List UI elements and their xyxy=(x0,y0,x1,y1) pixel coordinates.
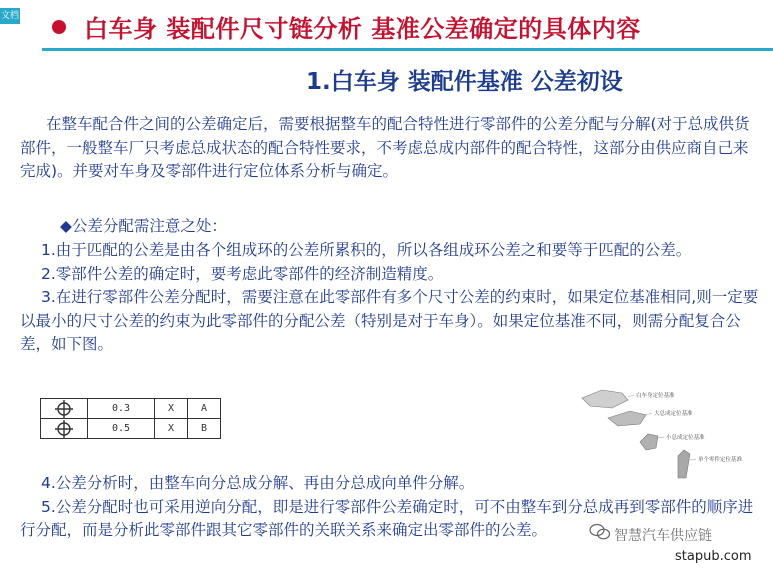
intro-paragraph: 在整车配合件之间的公差确定后，需要根据整车的配合特性进行零部件的公差分配与分解(对于总成供货部件，一般整车厂只考虑总成状态的配合特性要求，不考虑总成内部件的配合特性，这部分由供应商自己来完成)。并要对车身及零部件进行定位体系分析与确定。 xyxy=(20,115,750,180)
datum-cell: B xyxy=(188,419,221,439)
list-item: 4.公差分析时，由整车向分总成分解、再由分总成向单件分解。 xyxy=(41,474,475,492)
title-bullet-icon xyxy=(52,20,66,34)
notes-list xyxy=(20,239,760,357)
table-row xyxy=(41,399,221,419)
position-icon xyxy=(41,399,88,419)
diagram-label: 白车身定位基准 xyxy=(636,393,675,399)
watermark xyxy=(583,521,773,569)
list-item: 2.零部件公差的确定时，要考虑此零部件的经济制造精度。 xyxy=(41,264,444,283)
diagram-label: 大总成定位基准 xyxy=(654,411,693,417)
tolerance-value: 0.5 xyxy=(88,419,155,439)
section-heading: ◆公差分配需注意之处： xyxy=(60,217,227,235)
tolerance-frame xyxy=(40,398,221,439)
list-item: 3.在进行零部件公差分配时，需要注意在此零部件有多个尺寸公差的约束时，如果定位基准相同,则一定要以最小的尺寸公差的约束为此零部件的分配公差（特别是对于车身）。如果定位基准不同，则需分配复合公差，如下图。 xyxy=(20,288,759,353)
diagram-label: 单个零件定位基准 xyxy=(698,457,743,463)
datum-hierarchy-diagram xyxy=(578,384,768,480)
diagram-label: 小总成定位基准 xyxy=(666,435,705,441)
datum-cell: X xyxy=(155,419,188,439)
wechat-icon xyxy=(589,523,611,541)
tolerance-value: 0.3 xyxy=(88,399,155,419)
list-item: 5.公差分配时也可采用逆向分配，即是进行零部件公差确定时，可不由整车到分总成再到零部件的顺序进行分配，而是分析此零部件跟其它零部件的关联关系来确定出零部件的公差。 xyxy=(20,497,754,539)
title-divider xyxy=(42,48,773,51)
list-item: 1.由于匹配的公差是由各个组成环的公差所累积的，所以各组成环公差之和要等于匹配的公差。 xyxy=(41,241,692,259)
watermark-text: 智慧汽车供应链 xyxy=(614,528,712,544)
datum-cell: X xyxy=(155,399,188,419)
watermark-url: stapub.com xyxy=(675,549,752,564)
slide-title: 白车身 装配件尺寸链分析 基准公差确定的具体内容 xyxy=(84,15,641,43)
position-icon xyxy=(41,419,88,439)
slide-subtitle: 1.白车身 装配件基准 公差初设 xyxy=(306,69,623,95)
doc-tag: 文档 xyxy=(0,8,20,24)
table-row xyxy=(41,419,221,439)
datum-cell: A xyxy=(188,399,221,419)
